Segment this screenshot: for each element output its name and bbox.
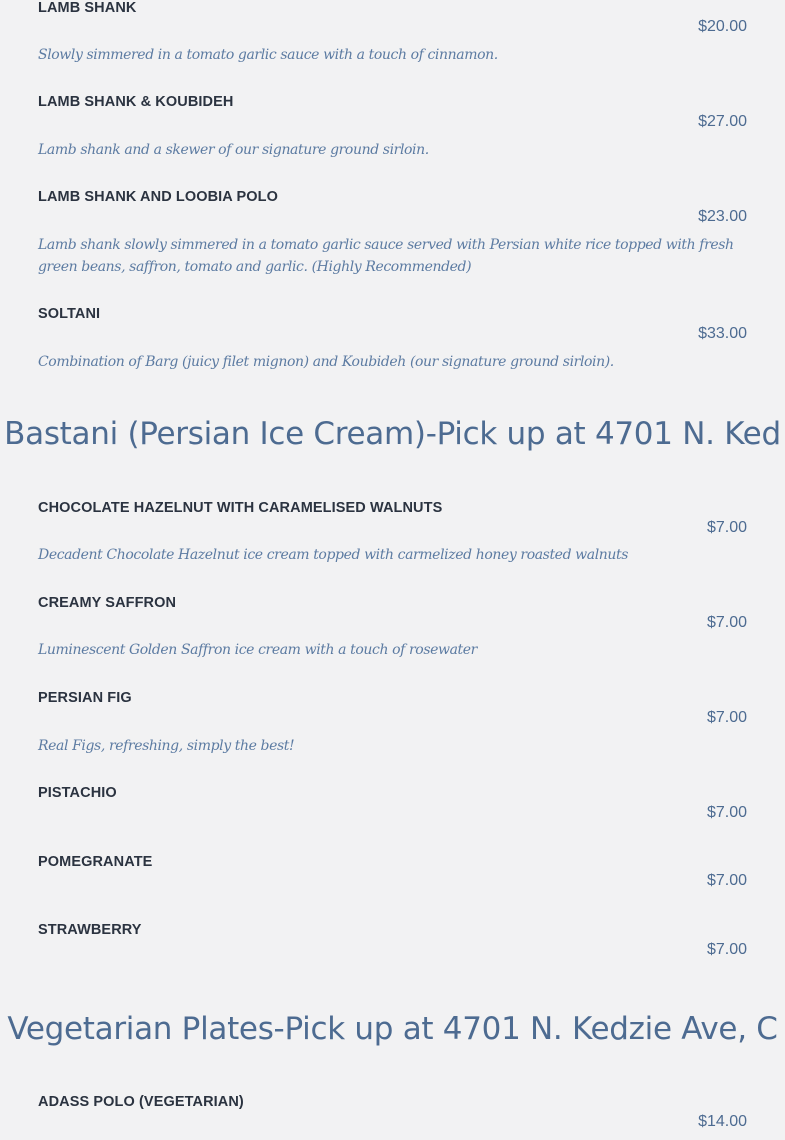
menu-item-price: $7.00 [706, 872, 747, 889]
menu-item-description: Decadent Chocolate Hazelnut ice cream topped with carmelized honey roasted walnuts [38, 547, 629, 563]
menu-item-price: $27.00 [698, 113, 747, 130]
menu-item-description: Real Figs, refreshing, simply the best! [38, 738, 295, 754]
menu-item-description: Slowly simmered in a tomato garlic sauce with a touch of cinnamon. [38, 47, 498, 63]
menu-item-description: Luminescent Golden Saffron ice cream with a touch of rosewater [38, 642, 477, 658]
menu-item-description: Lamb shank and a skewer of our signature ground sirloin. [38, 142, 429, 158]
menu-item-name[interactable]: LAMB SHANK & KOUBIDEH [38, 94, 234, 110]
menu-item-price: $7.00 [706, 614, 747, 631]
menu-item-price: $33.00 [698, 325, 747, 342]
menu-item-price: $7.00 [706, 804, 747, 821]
menu-item-name[interactable]: LAMB SHANK AND LOOBIA POLO [38, 189, 278, 205]
menu-item-description: Lamb shank slowly simmered in a tomato garlic sauce served with Persian white rice topped with fresh green beans, saffron, tomato and garlic. (Highly Recommended) [38, 237, 734, 275]
menu-item-price: $7.00 [706, 709, 747, 726]
menu-item-name[interactable]: ADASS POLO (VEGETARIAN) [38, 1094, 244, 1110]
menu-item-name[interactable]: POMEGRANATE [38, 854, 153, 870]
menu-item-description: Combination of Barg (juicy filet mignon) and Koubideh (our signature ground sirloin). [38, 354, 614, 370]
menu-item-name[interactable]: LAMB SHANK [38, 0, 137, 16]
menu-item-name[interactable]: CREAMY SAFFRON [38, 595, 177, 611]
menu-item-name[interactable]: PISTACHIO [38, 785, 117, 801]
menu-item-name[interactable]: STRAWBERRY [38, 922, 142, 938]
menu-item-price: $7.00 [706, 519, 747, 536]
menu-item-name[interactable]: SOLTANI [38, 306, 101, 322]
section-title-vegetarian: Vegetarian Plates-Pick up at 4701 N. Kedzie Ave, C [7, 1011, 778, 1047]
menu-item-price: $23.00 [698, 208, 747, 225]
menu-item-price: $20.00 [698, 18, 747, 35]
section-title-bastani: Bastani (Persian Ice Cream)-Pick up at 4701 N. Ked [4, 416, 781, 452]
menu-item-name[interactable]: PERSIAN FIG [38, 690, 132, 706]
menu-item-price: $14.00 [698, 1113, 747, 1130]
menu-item-name[interactable]: CHOCOLATE HAZELNUT WITH CARAMELISED WALNUTS [38, 500, 443, 516]
menu-item-price: $7.00 [706, 941, 747, 958]
